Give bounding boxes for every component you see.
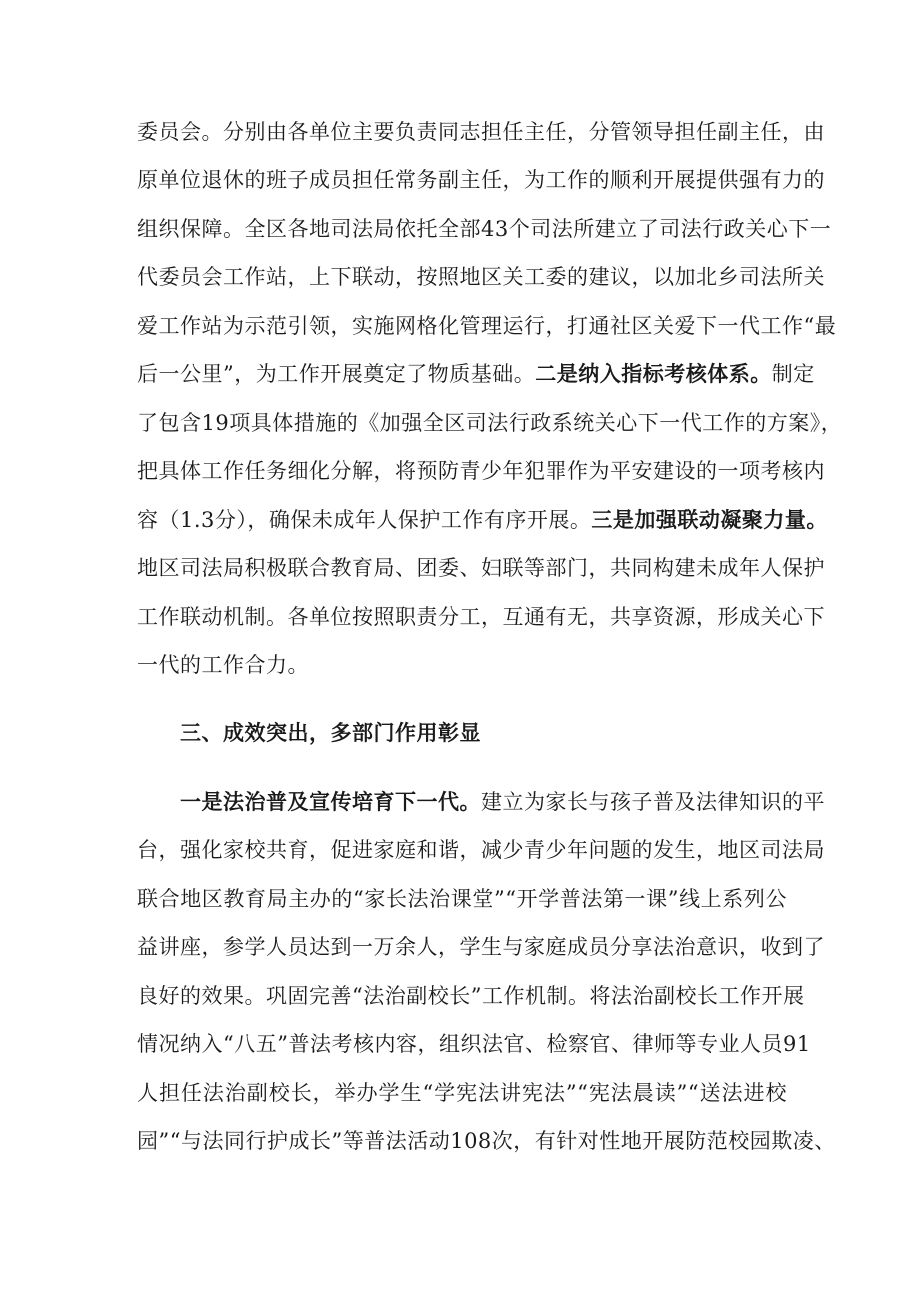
paragraph-line: 组织保障。全区各地司法局依托全部43个司法所建立了司法行政关心下一 [137,217,832,241]
plain-text: 容（1.3分），确保未成年人保护工作有序开展。 [137,508,592,532]
plain-text: 制定 [771,362,815,386]
paragraph-line: 把具体工作任务细化分解，将预防青少年犯罪作为平安建设的一项考核内 [137,459,825,483]
paragraph-line: 委员会。分别由各单位主要负责同志担任主任，分管领导担任副主任，由 [137,120,825,144]
paragraph-line: 爱工作站为示范引领，实施网格化管理运行，打通社区关爱下一代工作“最 [137,314,837,338]
paragraph-line: 情况纳入“八五”普法考核内容，组织法官、检察官、律师等专业人员91 [137,1032,811,1056]
paragraph-line: 联合地区教育局主办的“家长法治课堂”“开学普法第一课”线上系列公 [137,887,787,911]
paragraph-line: 益讲座，参学人员达到一万余人，学生与家庭成员分享法治意识，收到了 [137,935,825,959]
paragraph-line: 代委员会工作站，上下联动，按照地区关工委的建议，以加北乡司法所关 [137,265,825,289]
paragraph-line: 台，强化家校共育，促进家庭和谐，减少青少年问题的发生，地区司法局 [137,838,825,862]
paragraph-line: 一代的工作合力。 [137,653,309,677]
paragraph-line: 人担任法治副校长，举办学生“学宪法讲宪法”“宪法晨读”“送法进校 [137,1081,787,1105]
paragraph-line: 地区司法局积极联合教育局、团委、妇联等部门，共同构建未成年人保护 [137,556,825,580]
paragraph-line: 了包含19项具体措施的《加强全区司法行政系统关心下一代工作的方案》， [137,411,843,435]
bold-key-point: 二是纳入指标考核体系。 [535,361,772,386]
bold-key-point: 三是加强联动凝聚力量。 [591,507,828,532]
paragraph-line: 园”“与法同行护成长”等普法活动108次，有针对性地开展防范校园欺凌、 [137,1129,836,1153]
paragraph-line: 工作联动机制。各单位按照职责分工，互通有无，共享资源，形成关心下 [137,605,825,629]
paragraph-line: 良好的效果。巩固完善“法治副校长”工作机制。将法治副校长工作开展 [137,984,805,1008]
paragraph-line-mixed [137,505,828,535]
plain-text: 建立为家长与孩子普及法律知识的平 [481,790,825,814]
paragraph-line-mixed [180,787,825,817]
paragraph-line-mixed [137,359,815,389]
paragraph-line: 原单位退休的班子成员担任常务副主任，为工作的顺利开展提供强有力的 [137,168,825,192]
section-heading: 三、成效突出，多部门作用彰显 [180,720,481,745]
bold-key-point: 一是法治普及宣传培育下一代。 [180,789,481,814]
plain-text: 后一公里”，为工作开展奠定了物质基础。 [137,362,536,386]
